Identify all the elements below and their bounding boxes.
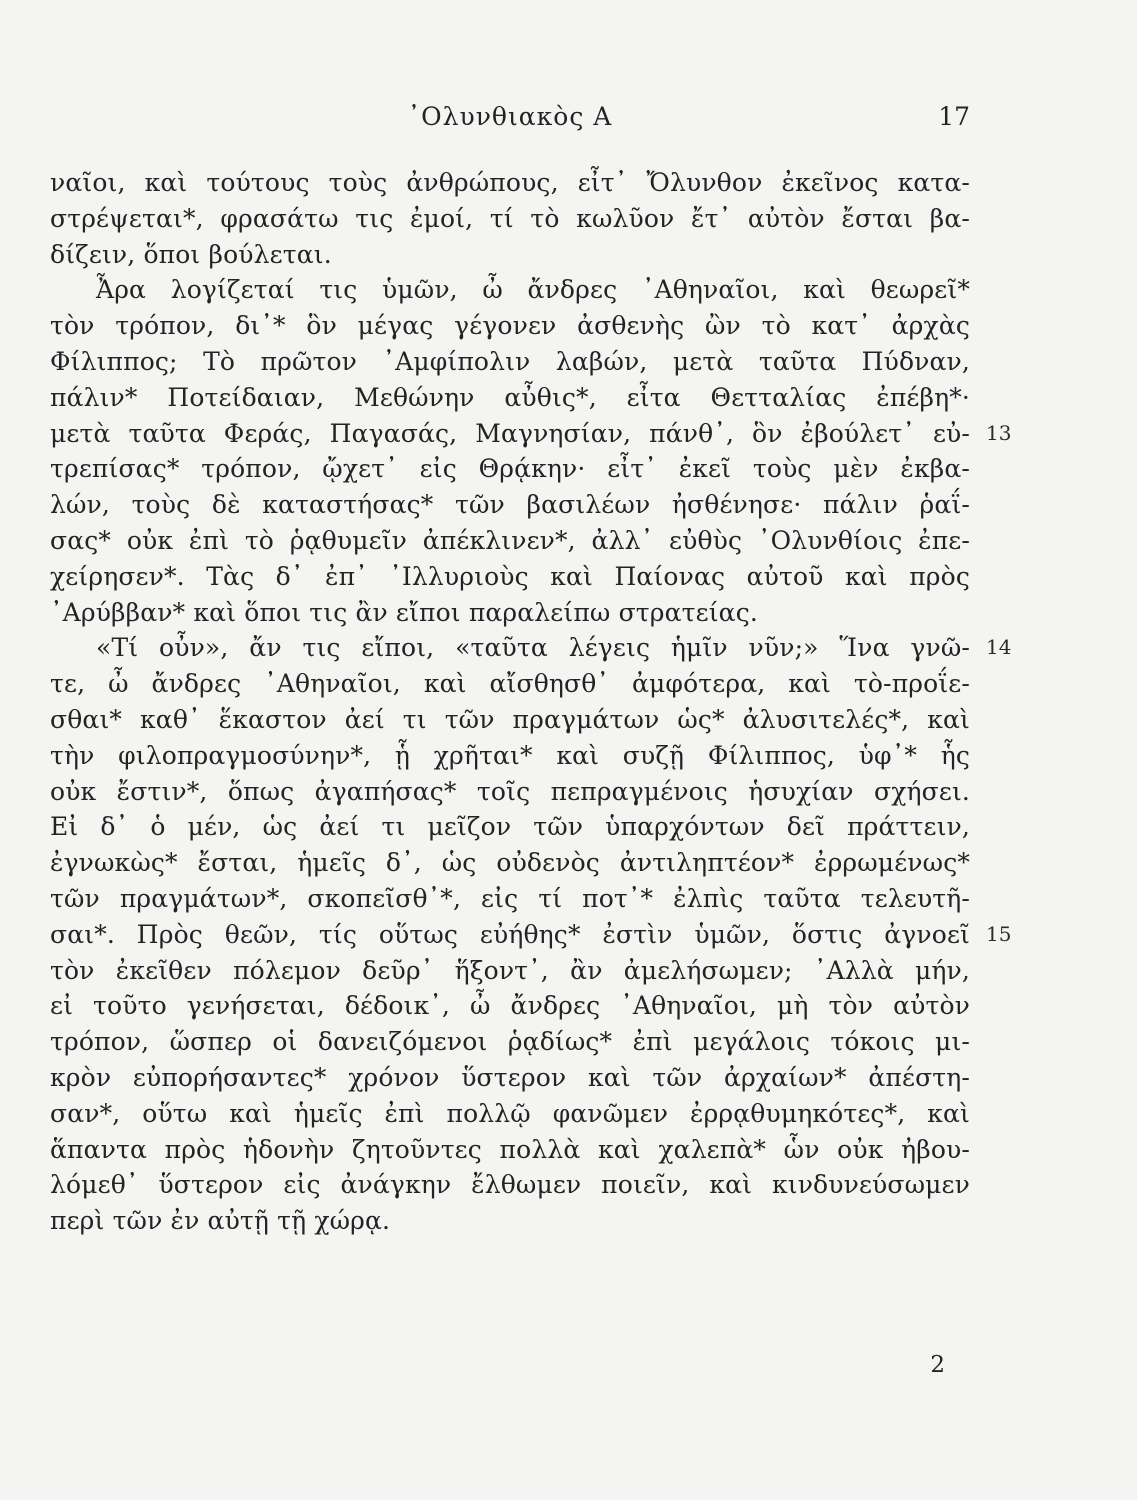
line-text: τρεπίσας* τρόπον, ᾤχετ᾿ εἰς Θρᾴκην· εἶτ᾿ ἐκεῖ τοὺς μὲν ἐκβα- xyxy=(50,454,970,484)
line-text: περὶ τῶν ἐν αὐτῇ τῇ χώρᾳ. xyxy=(50,1206,391,1236)
line-text: μετὰ ταῦτα Φεράς, Παγασάς, Μαγνησίαν, πάνθ᾿, ὃν ἐβούλετ᾿ εὐ- xyxy=(50,418,970,448)
text-line xyxy=(50,666,970,702)
text-line xyxy=(50,881,970,917)
text-line xyxy=(50,702,970,738)
line-text: σαι*. Πρὸς θεῶν, τίς οὕτως εὐήθης* ἐστὶν ὑμῶν, ὅστις ἀγνοεῖ xyxy=(50,919,970,949)
text-line xyxy=(50,308,970,344)
text-line xyxy=(50,953,970,989)
text-line xyxy=(50,416,1012,452)
running-title: ᾿Ολυνθιακὸς Α xyxy=(407,102,613,131)
line-text: Ἆρα λογίζεταί τις ὑμῶν, ὦ ἄνδρες ᾿Αθηναῖοι, καὶ θεωρεῖ* xyxy=(96,275,970,305)
line-text: ἅπαντα πρὸς ἡδονὴν ζητοῦντες πολλὰ καὶ χαλεπὰ* ὧν οὐκ ἠβου- xyxy=(50,1134,970,1164)
line-text: εἰ τοῦτο γενήσεται, δέδοικ᾿, ὦ ἄνδρες ᾿Αθηναῖοι, μὴ τὸν αὐτὸν xyxy=(50,991,970,1021)
text-line xyxy=(50,1024,970,1060)
text-line xyxy=(50,272,970,308)
line-text: κρὸν εὐπορήσαντες* χρόνον ὕστερον καὶ τῶν ἀρχαίων* ἀπέστη- xyxy=(50,1062,970,1092)
line-text: χείρησεν*. Τὰς δ᾿ ἐπ᾿ ᾿Ιλλυριοὺς καὶ Παίονας αὐτοῦ καὶ πρὸς xyxy=(50,561,970,591)
line-text: ᾿Αρύββαν* καὶ ὅποι τις ἂν εἴποι παραλείπω στρατείας. xyxy=(50,597,758,627)
line-text: τὴν φιλοπραγμοσύνην*, ᾗ χρῆται* καὶ συζῇ Φίλιππος, ὑφ᾿* ἧς xyxy=(50,740,970,770)
line-text: οὐκ ἔστιν*, ὅπως ἀγαπήσας* τοῖς πεπραγμένοις ἡσυχίαν σχήσει. xyxy=(50,776,970,806)
line-text: στρέψεται*, φρασάτω τις ἐμοί, τί τὸ κωλῦον ἔτ᾿ αὐτὸν ἔσται βα- xyxy=(50,203,970,233)
text-line xyxy=(50,988,970,1024)
line-text: δίζειν, ὅποι βούλεται. xyxy=(50,239,332,269)
page-number: 17 xyxy=(938,102,970,131)
line-text: ἐγνωκὼς* ἔσται, ἡμεῖς δ᾿, ὡς οὐδενὸς ἀντιληπτέον* ἐρρωμένως* xyxy=(50,848,970,878)
text-line xyxy=(50,523,970,559)
line-text: σαν*, οὕτω καὶ ἡμεῖς ἐπὶ πολλῷ φανῶμεν ἐρρᾳθυμηκότες*, καὶ xyxy=(50,1098,970,1128)
line-text: «Τί οὖν», ἄν τις εἴποι, «ταῦτα λέγεις ἡμῖν νῦν;» Ἵνα γνῶ- xyxy=(96,633,970,663)
text-line xyxy=(50,1203,970,1239)
printer-signature: 2 xyxy=(930,1352,945,1378)
text-line xyxy=(50,1096,970,1132)
text-line xyxy=(50,201,970,237)
line-text: σθαι* καθ᾿ ἕκαστον ἀεί τι τῶν πραγμάτων ὡς* ἀλυσιτελές*, καὶ xyxy=(50,704,970,734)
line-text: λόμεθ᾿ ὕστερον εἰς ἀνάγκην ἔλθωμεν ποιεῖν, καὶ κινδυνεύσωμεν xyxy=(50,1170,970,1200)
text-line xyxy=(50,487,970,523)
text-line xyxy=(50,559,970,595)
text-line xyxy=(50,165,970,201)
text-body xyxy=(50,165,1012,1239)
text-line xyxy=(50,451,970,487)
text-line xyxy=(50,774,970,810)
line-text: Φίλιππος; Τὸ πρῶτον ᾿Αμφίπολιν λαβών, μετὰ ταῦτα Πύδναν, xyxy=(50,346,970,376)
text-line xyxy=(50,344,970,380)
text-line xyxy=(50,917,1012,953)
section-number: 15 xyxy=(986,921,1012,946)
text-line xyxy=(50,1167,970,1203)
line-text: ναῖοι, καὶ τούτους τοὺς ἀνθρώπους, εἶτ᾿ Ὄλυνθον ἐκεῖνος κατα- xyxy=(50,168,970,197)
line-text: λών, τοὺς δὲ καταστήσας* τῶν βασιλέων ἠσθένησε· πάλιν ῥαΐ- xyxy=(50,490,970,520)
line-text: τῶν πραγμάτων*, σκοπεῖσθ᾿*, εἰς τί ποτ᾿* ἐλπὶς ταῦτα τελευτῆ- xyxy=(50,883,970,913)
line-text: τὸν τρόπον, δι᾿* ὃν μέγας γέγονεν ἀσθενὴς ὢν τὸ κατ᾿ ἀρχὰς xyxy=(50,311,970,341)
text-line xyxy=(50,630,1012,666)
text-line xyxy=(50,595,970,631)
text-line xyxy=(50,845,970,881)
section-number: 13 xyxy=(986,420,1012,445)
running-head xyxy=(50,102,970,138)
text-line xyxy=(50,237,970,273)
text-line xyxy=(50,1060,970,1096)
line-text: σας* οὐκ ἐπὶ τὸ ῥᾳθυμεῖν ἀπέκλινεν*, ἀλλ᾿ εὐθὺς ᾿Ολυνθίοις ἐπε- xyxy=(50,525,970,555)
text-line xyxy=(50,380,970,416)
text-line xyxy=(50,738,970,774)
line-text: Εἰ δ᾿ ὁ μέν, ὡς ἀεί τι μεῖζον τῶν ὑπαρχόντων δεῖ πράττειν, xyxy=(50,812,970,842)
section-number: 14 xyxy=(986,635,1012,660)
line-text: τρόπον, ὥσπερ οἱ δανειζόμενοι ῥᾳδίως* ἐπὶ μεγάλοις τόκοις μι- xyxy=(50,1027,970,1057)
line-text: πάλιν* Ποτείδαιαν, Μεθώνην αὖθις*, εἶτα Θετταλίας ἐπέβη*· xyxy=(50,382,970,412)
text-line xyxy=(50,1132,970,1168)
line-text: τε, ὦ ἄνδρες ᾿Αθηναῖοι, καὶ αἴσθησθ᾿ ἀμφότερα, καὶ τὸ-προΐε- xyxy=(50,669,970,699)
line-text: τὸν ἐκεῖθεν πόλεμον δεῦρ᾿ ἥξοντ᾿, ἂν ἀμελήσωμεν; ᾿Αλλὰ μήν, xyxy=(50,955,970,985)
text-line xyxy=(50,809,970,845)
